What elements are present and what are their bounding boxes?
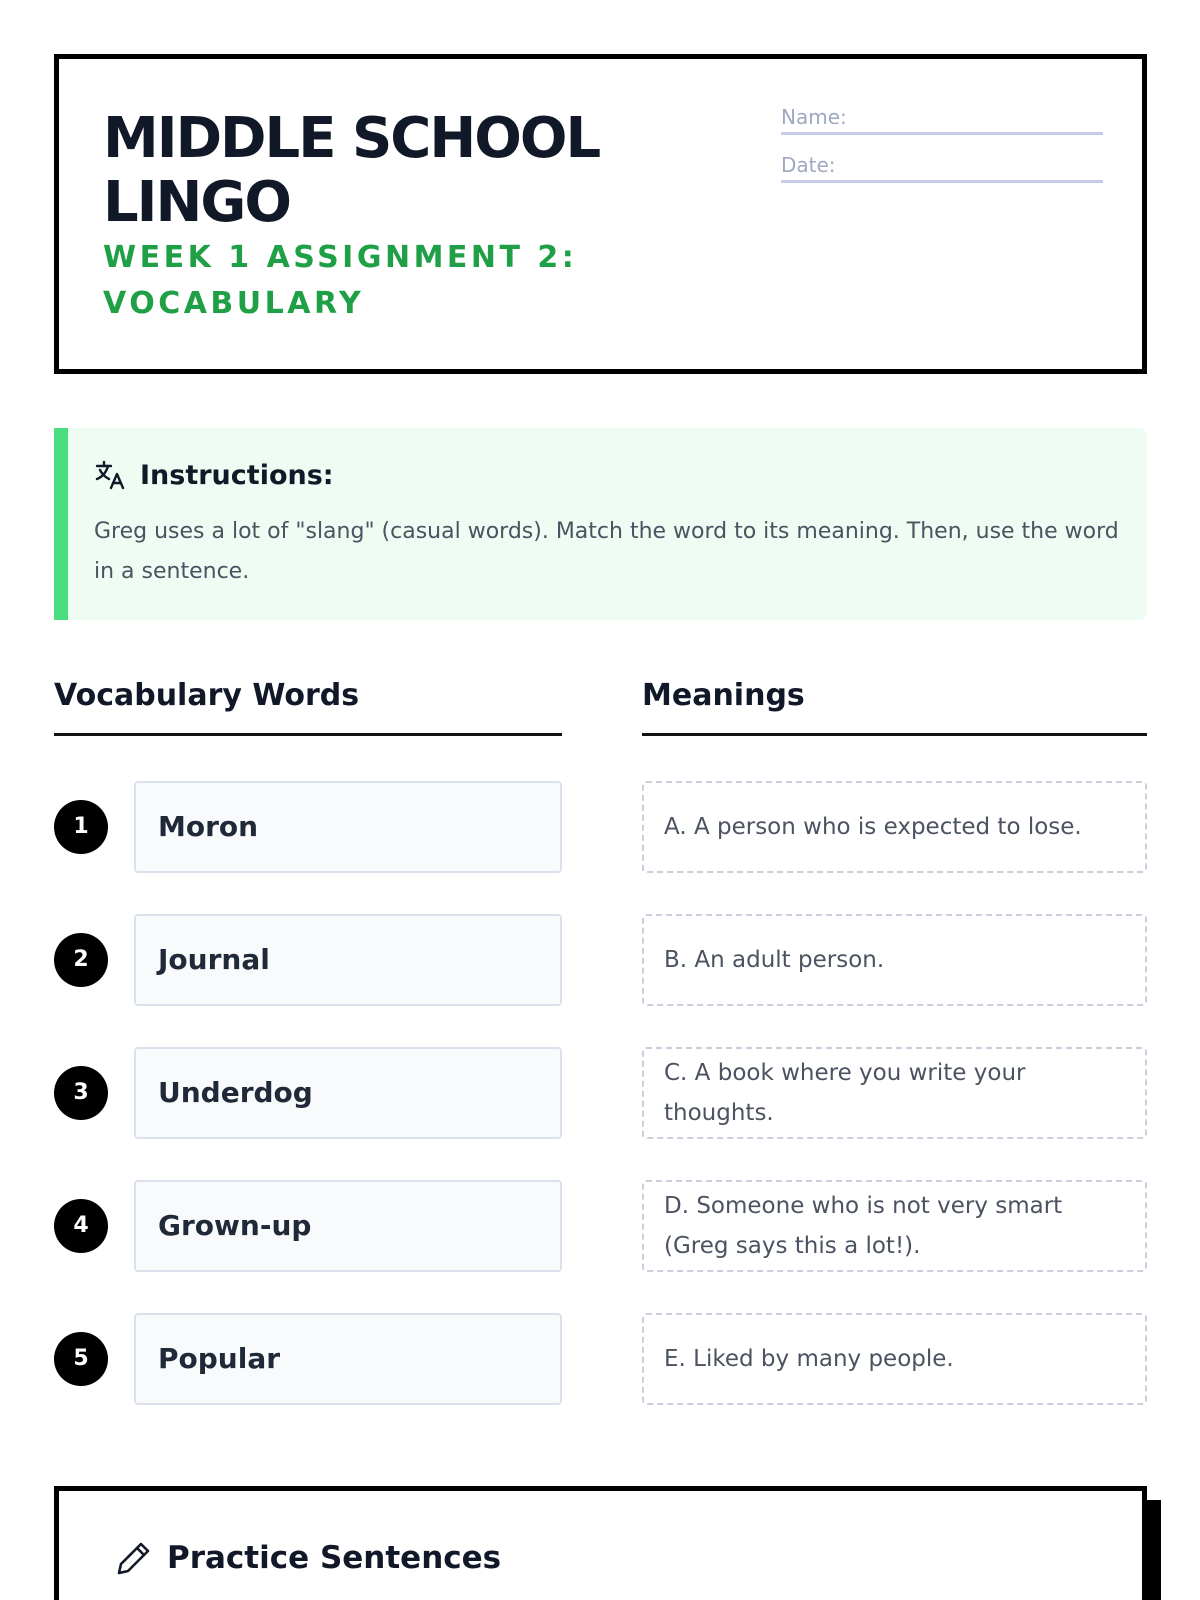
student-info-fields bbox=[781, 105, 1103, 201]
number-badge: 3 bbox=[54, 1066, 108, 1120]
number-badge: 1 bbox=[54, 800, 108, 854]
instructions-text: Greg uses a lot of "slang" (casual words). Match the word to its meaning. Then, use the word in a sentence. bbox=[94, 519, 1119, 584]
practice-sentences-box bbox=[54, 1486, 1147, 1600]
header-box bbox=[54, 54, 1147, 374]
vocab-row bbox=[54, 781, 1147, 873]
meaning-box[interactable]: D. Someone who is not very smart (Greg says this a lot!). bbox=[642, 1180, 1147, 1272]
vocab-word-box[interactable]: Popular bbox=[134, 1313, 562, 1405]
vocab-row bbox=[54, 1047, 1147, 1139]
number-badge: 2 bbox=[54, 933, 108, 987]
meaning-box[interactable]: B. An adult person. bbox=[642, 914, 1147, 1006]
pencil-icon bbox=[115, 1539, 153, 1577]
vocab-word-box[interactable]: Journal bbox=[134, 914, 562, 1006]
vocab-word-box[interactable]: Grown-up bbox=[134, 1180, 562, 1272]
vocab-row bbox=[54, 1180, 1147, 1272]
name-field[interactable]: Name: bbox=[781, 105, 1103, 135]
vocab-row bbox=[54, 914, 1147, 1006]
vocab-row bbox=[54, 1313, 1147, 1405]
practice-title: Practice Sentences bbox=[167, 1540, 502, 1576]
assignment-subtitle: WEEK 1 ASSIGNMENT 2: VOCABULARY bbox=[103, 240, 578, 321]
vocab-word-box[interactable]: Underdog bbox=[134, 1047, 562, 1139]
vocab-word-box[interactable]: Moron bbox=[134, 781, 562, 873]
meanings-header: Meanings bbox=[642, 676, 1147, 736]
translate-icon bbox=[94, 458, 128, 492]
number-badge: 5 bbox=[54, 1332, 108, 1386]
instructions-panel bbox=[54, 428, 1147, 620]
practice-heading bbox=[115, 1539, 501, 1577]
instructions-title: Instructions: bbox=[140, 459, 334, 491]
instructions-heading bbox=[94, 458, 334, 492]
date-field[interactable]: Date: bbox=[781, 153, 1103, 183]
page-title: MIDDLE SCHOOL LINGO bbox=[103, 106, 600, 235]
meaning-box[interactable]: E. Liked by many people. bbox=[642, 1313, 1147, 1405]
vocabulary-words-header: Vocabulary Words bbox=[54, 676, 562, 736]
meaning-box[interactable]: C. A book where you write your thoughts. bbox=[642, 1047, 1147, 1139]
number-badge: 4 bbox=[54, 1199, 108, 1253]
meaning-box[interactable]: A. A person who is expected to lose. bbox=[642, 781, 1147, 873]
